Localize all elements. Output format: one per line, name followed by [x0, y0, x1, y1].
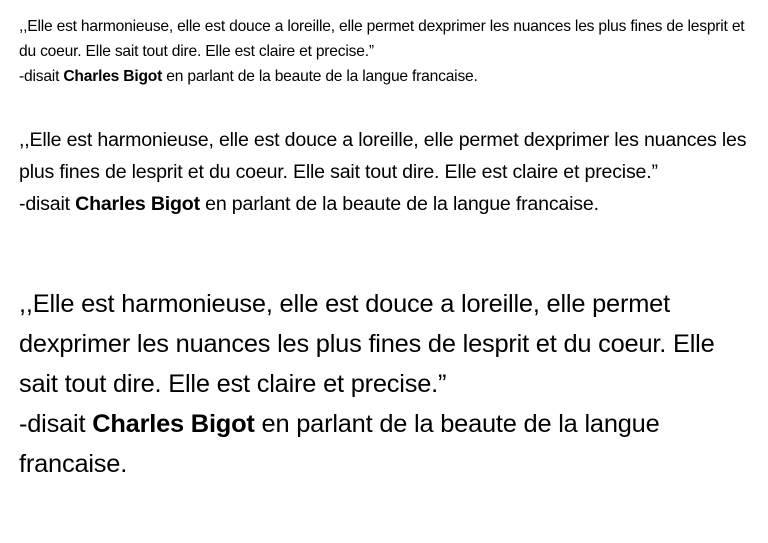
quote-text: ,,Elle est harmonieuse, elle est douce a loreille, elle permet dexprimer les nuances les plus fines de lesprit et du coeur. Elle sait tout dire. Elle est claire et precise.”	[19, 129, 747, 183]
quote-attribution	[19, 64, 761, 89]
attribution-prefix: -disait	[19, 410, 86, 438]
attribution-suffix: en parlant de la beaute de la langue francaise.	[205, 193, 599, 215]
quote-text: ,,Elle est harmonieuse, elle est douce a loreille, elle permet dexprimer les nuances les plus fines de lesprit et du coeur. Elle sait tout dire. Elle est claire et precise.”	[19, 290, 715, 398]
quote-block-small	[19, 14, 761, 89]
author-name: Charles Bigot	[63, 68, 163, 85]
quote-attribution	[19, 404, 754, 484]
quote-attribution	[19, 188, 761, 220]
quote-text: ,,Elle est harmonieuse, elle est douce a loreille, elle permet dexprimer les nuances les plus fines de lesprit et du coeur. Elle sait tout dire. Elle est claire et precise.”	[19, 18, 745, 60]
attribution-prefix: -disait	[19, 193, 70, 215]
quote-block-large	[19, 284, 754, 484]
attribution-suffix: en parlant de la beaute de la langue francaise.	[166, 68, 478, 85]
attribution-prefix: -disait	[19, 68, 60, 85]
attribution-suffix: en parlant de la beaute de la langue francaise.	[19, 410, 660, 478]
author-name: Charles Bigot	[92, 410, 255, 438]
author-name: Charles Bigot	[75, 193, 200, 215]
quote-block-medium	[19, 124, 761, 220]
